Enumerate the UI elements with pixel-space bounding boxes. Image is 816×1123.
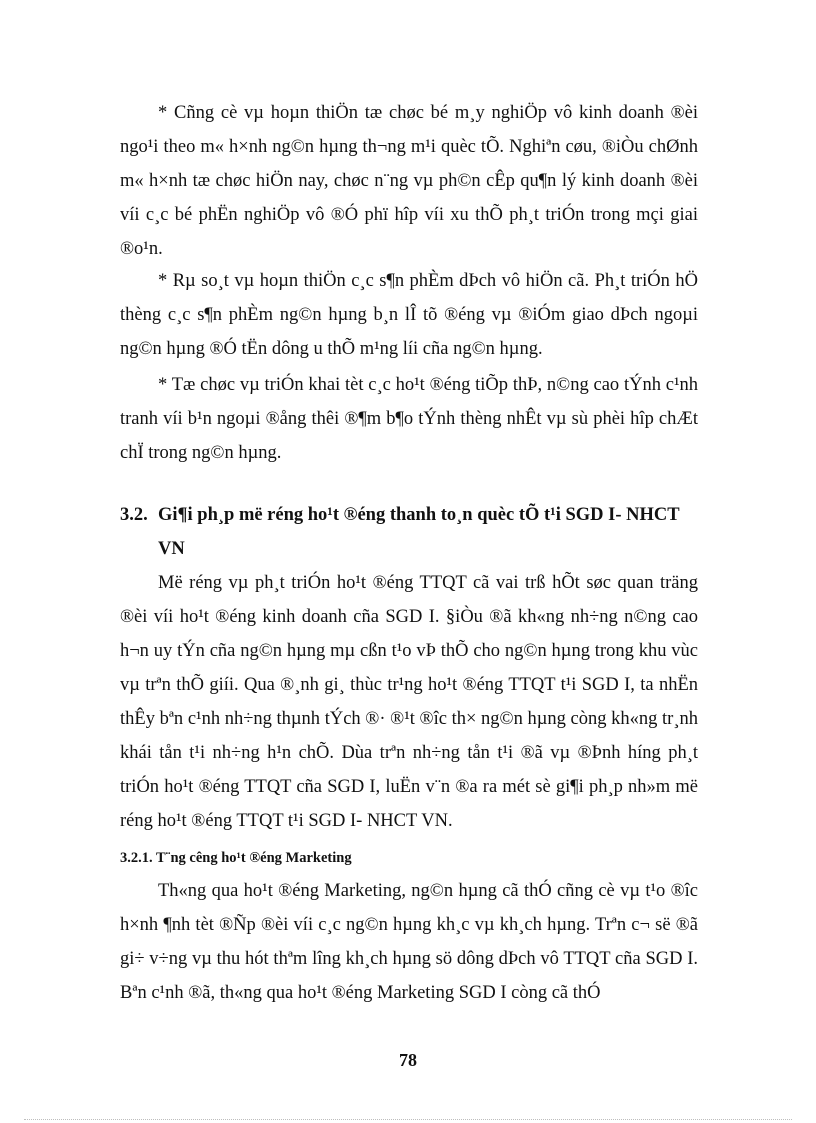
section-heading (120, 498, 710, 566)
section-number: 3.2. (120, 505, 148, 525)
subsection-heading: 3.2.1. T¨ng cêng ho¹t ®éng Marketing (120, 850, 352, 866)
paragraph-subsection-body: Th«ng qua ho¹t ®éng Marketing, ng©n hµng cã thÓ cñng cè vµ t¹o ®îc h×nh ¶nh tèt ®Ñp ®èi víi c¸c ng©n hµng kh¸c vµ kh¸ch hµng. Trªn c¬ së ®ã gi÷ v÷ng vµ thu hót thªm lîng kh¸ch hµng sö dông dÞch vô TTQT cña SGD I. Bªn c¹nh ®ã, th«ng qua ho¹t ®éng Marketing SGD I còng cã thÓ (120, 881, 698, 1003)
paragraph-organization: * Cñng cè vµ hoµn thiÖn tæ chøc bé m¸y nghiÖp vô kinh doanh ®èi ngo¹i theo m« h×nh ng©n hµng th¬ng m¹i quèc tÕ. Nghiªn cøu, ®iÒu chØnh m« h×nh tæ chøc hiÖn nay, chøc n¨ng vµ ph©n cÊp qu¶n lý kinh doanh ®èi víi c¸c bé phËn nghiÖp vô ®Ó phï hîp víi xu thÕ ph¸t triÓn trong mçi giai ®o¹n. (120, 103, 698, 259)
paragraph-section-intro: Më réng vµ ph¸t triÓn ho¹t ®éng TTQT cã vai trß hÕt søc quan träng ®èi víi ho¹t ®éng kinh doanh cña SGD I. §iÒu ®ã kh«ng nh÷ng n©ng cao h¬n uy tÝn cña ng©n hµng mµ cßn t¹o vÞ thÕ cho ng©n hµng trong khu vùc vµ trªn thÕ giíi. Qua ®¸nh gi¸ thùc tr¹ng ho¹t ®éng TTQT t¹i SGD I, ta nhËn thÊy bªn c¹nh nh÷ng thµnh tÝch ®· ®¹t ®îc th× ng©n hµng còng kh«ng tr¸nh khái tån t¹i nh÷ng h¹n chÕ. Dùa trªn nh÷ng tån t¹i ®ã vµ ®Þnh híng ph¸t triÓn ho¹t ®éng TTQT cña SGD I, luËn v¨n ®a ra mét sè gi¶i ph¸p nh»m më réng ho¹t ®éng TTQT t¹i SGD I- NHCT VN. (120, 573, 698, 831)
page-number: 78 (399, 1050, 417, 1070)
paragraph-marketing-activities: * Tæ chøc vµ triÓn khai tèt c¸c ho¹t ®éng tiÕp thÞ, n©ng cao tÝnh c¹nh tranh víi b¹n ngoµi ®ång thêi ®¶m b¶o tÝnh thèng nhÊt vµ sù phèi hîp chÆt chÏ trong ng©n hµng. (120, 375, 698, 463)
page-bottom-divider (24, 1119, 792, 1120)
section-title-line1: Gi¶i ph¸p më réng ho¹t ®éng thanh to¸n quèc tÕ t¹i SGD I- NHCT (158, 505, 680, 525)
paragraph-products: * Rµ so¸t vµ hoµn thiÖn c¸c s¶n phÈm dÞch vô hiÖn cã. Ph¸t triÓn hÖ thèng c¸c s¶n phÈm ng©n hµng b¸n lÎ tõ ®éng vµ ®iÓm giao dÞch ngoµi ng©n hµng ®Ó tËn dông u thÕ m¹ng líi cña ng©n hµng. (120, 271, 698, 359)
section-title-line2: VN (158, 539, 185, 559)
